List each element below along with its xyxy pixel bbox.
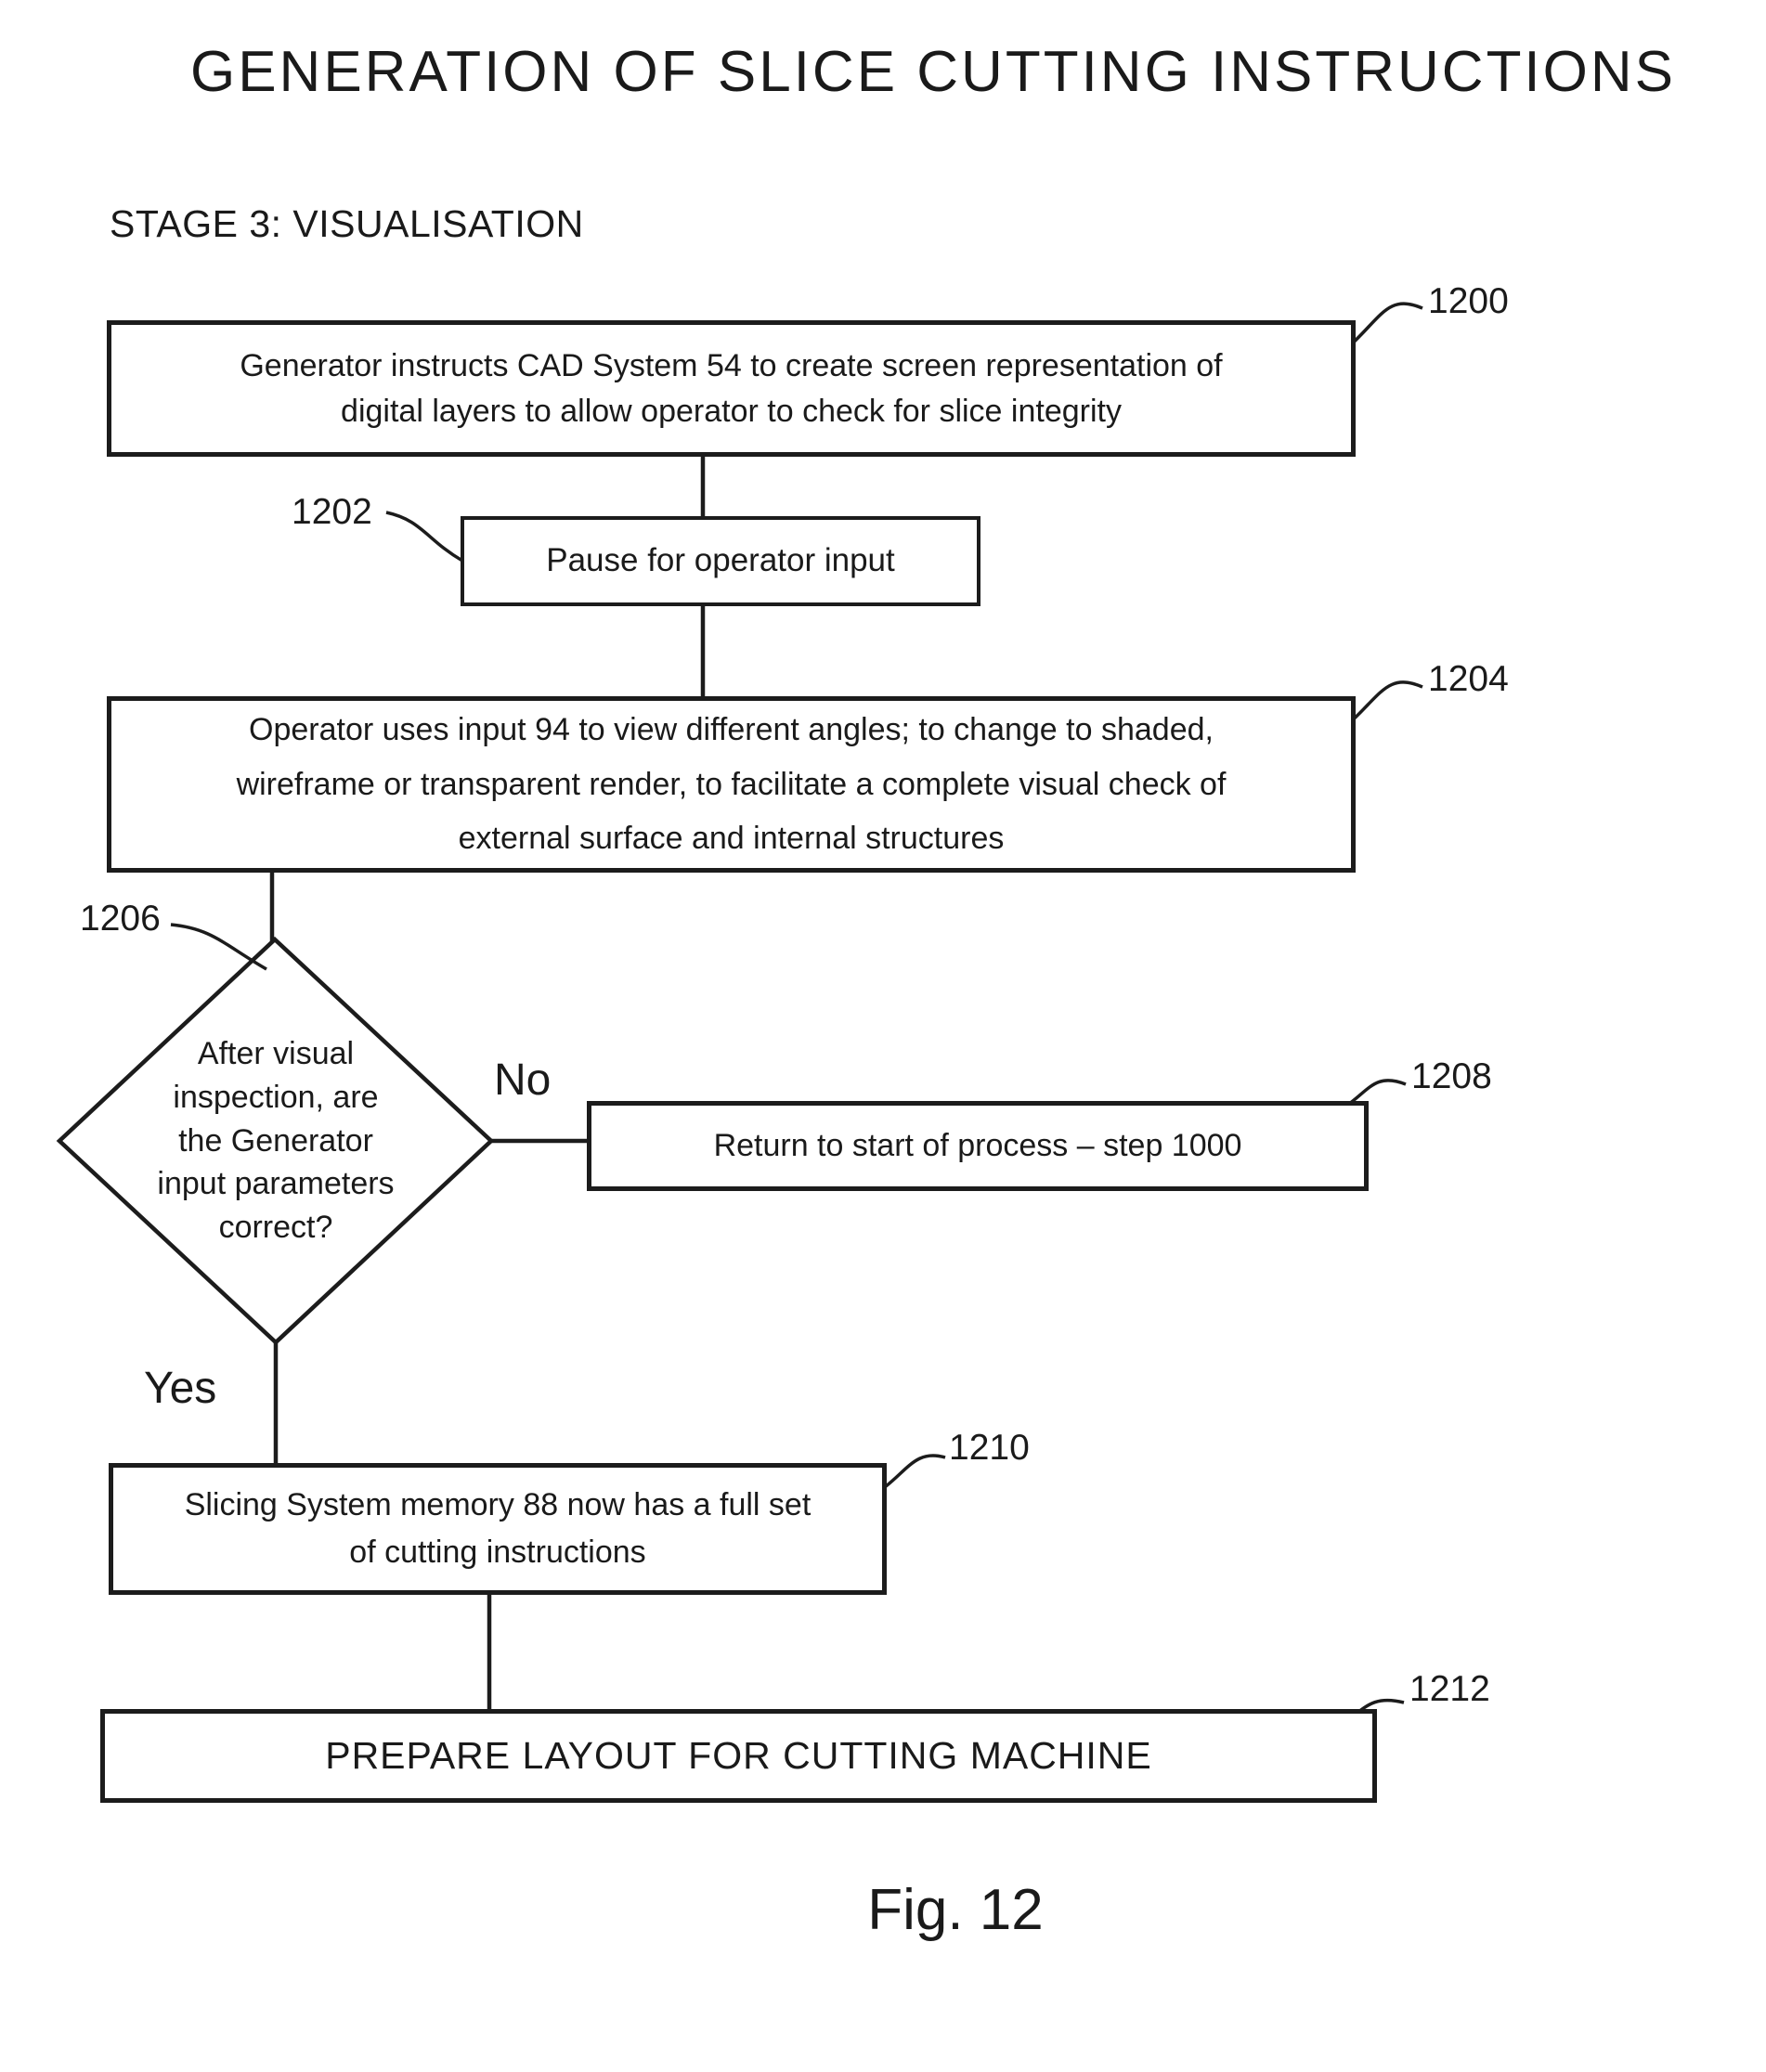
ref-numeral-1202: 1202 (292, 492, 372, 532)
flowchart-box-1210: Slicing System memory 88 now has a full set of cutting instructions (109, 1463, 887, 1595)
flowchart-box-1212: PREPARE LAYOUT FOR CUTTING MACHINE (100, 1709, 1377, 1803)
stage-label: STAGE 3: VISUALISATION (110, 202, 584, 245)
ref-numeral-1206: 1206 (80, 899, 161, 939)
flowchart-box-1200: Generator instructs CAD System 54 to create screen representation of digital layers to allow operator to check for slice integrity (107, 320, 1356, 457)
flowchart-box-1204: Operator uses input 94 to view different angles; to change to shaded, wireframe or transparent render, to facilitate a complete visual check of external surface and internal structures (107, 696, 1356, 873)
branch-label-yes: Yes (144, 1364, 217, 1413)
flowchart-decision-1206: After visual inspection, are the Generator input parameters correct? (157, 1035, 395, 1246)
leader-line-1202 (386, 512, 462, 561)
figure-title: GENERATION OF SLICE CUTTING INSTRUCTIONS (189, 40, 1677, 104)
ref-numeral-1208: 1208 (1411, 1056, 1492, 1096)
ref-numeral-1210: 1210 (949, 1428, 1030, 1468)
leader-line-1204 (1346, 682, 1422, 726)
flowchart-box-1202: Pause for operator input (461, 516, 980, 606)
ref-numeral-1200: 1200 (1428, 281, 1509, 321)
figure-caption: Fig. 12 (867, 1878, 1044, 1942)
ref-numeral-1212: 1212 (1409, 1669, 1490, 1709)
ref-numeral-1204: 1204 (1428, 659, 1509, 699)
flowchart-box-1208: Return to start of process – step 1000 (587, 1101, 1369, 1191)
leader-line-1200 (1346, 304, 1422, 349)
branch-label-no: No (494, 1055, 552, 1105)
